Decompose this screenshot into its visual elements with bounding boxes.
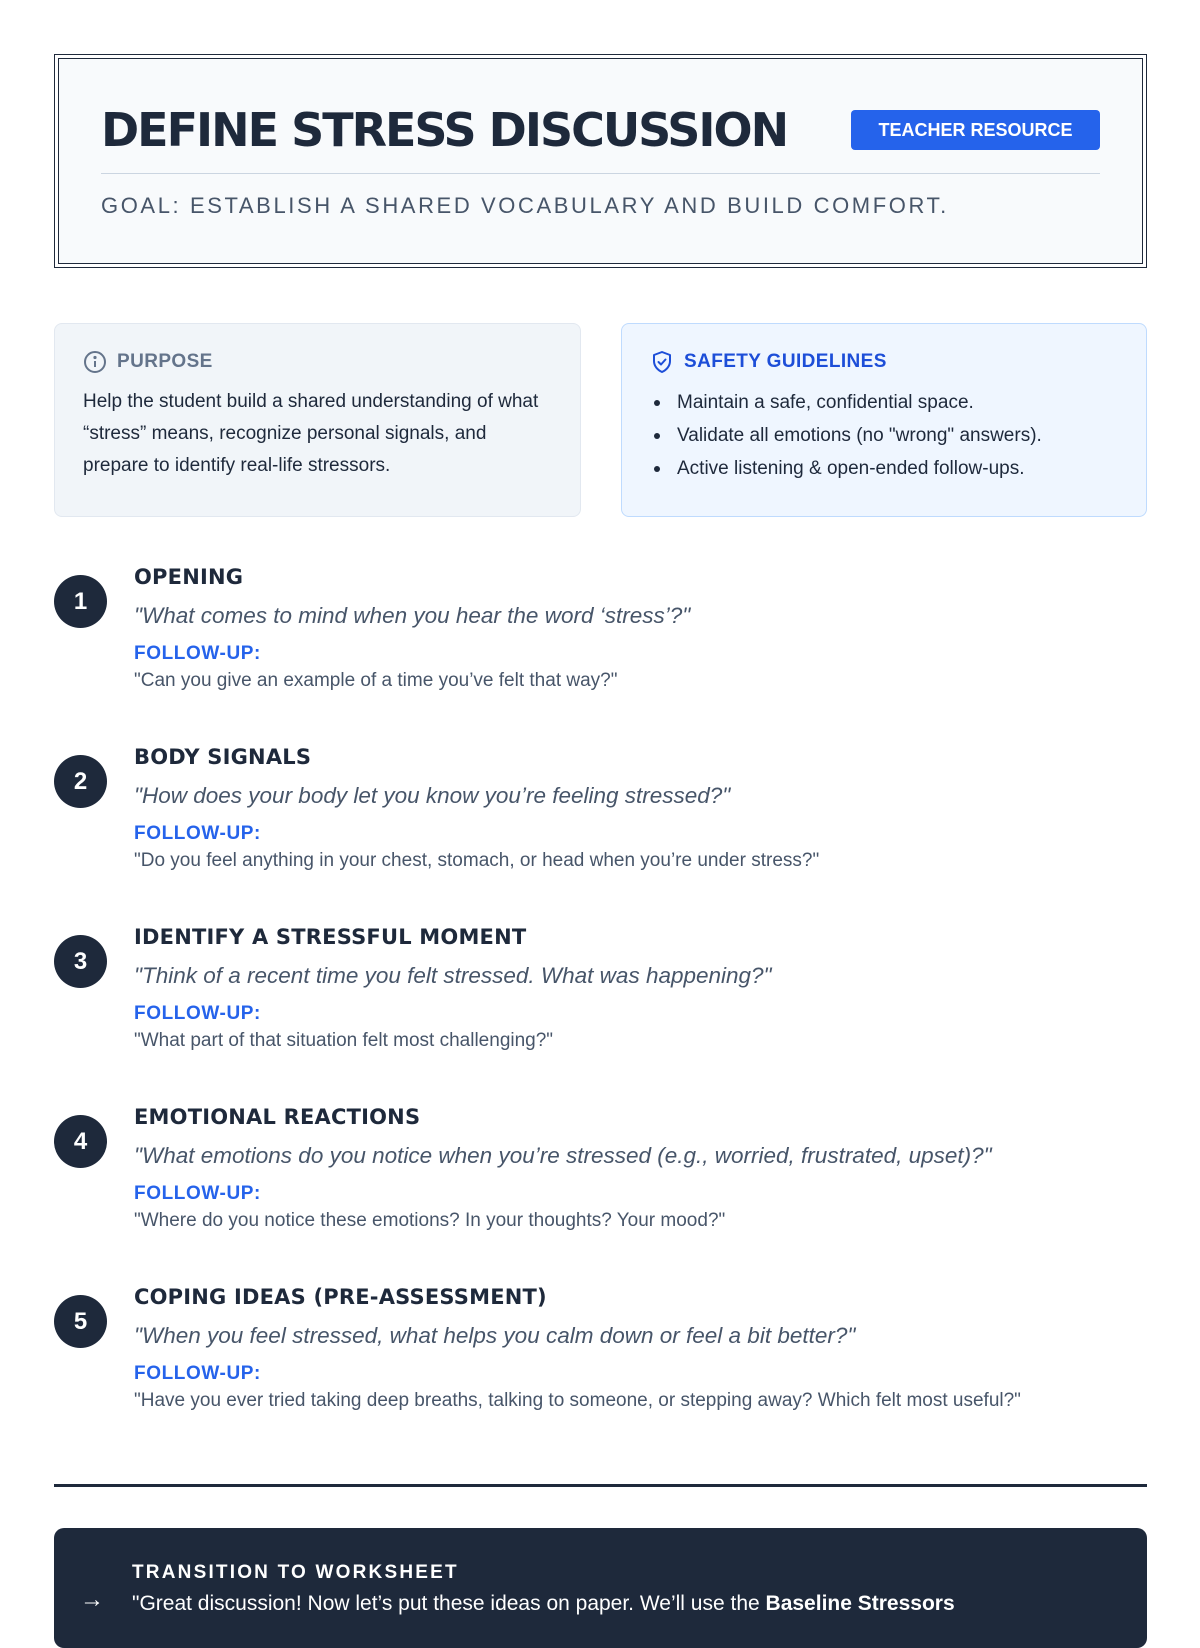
info-circle-icon [83, 350, 107, 374]
step-question: "Think of a recent time you felt stressed. What was happening?" [134, 963, 772, 988]
step-title: BODY SIGNALS [134, 745, 312, 769]
step-title: COPING IDEAS (PRE-ASSESSMENT) [134, 1285, 547, 1309]
followup-text: "Can you give an example of a time you’ve felt that way?" [134, 670, 618, 691]
step-body [134, 740, 1147, 874]
arrow-right-icon: → [80, 1586, 104, 1613]
safety-card-header [650, 350, 1118, 374]
teacher-resource-badge: TEACHER RESOURCE [851, 110, 1100, 150]
shield-check-icon [650, 350, 674, 374]
followup-label: FOLLOW-UP: [134, 1363, 261, 1384]
purpose-card [54, 323, 581, 517]
safety-item: Validate all emotions (no "wrong" answers). [650, 419, 1118, 452]
step-number: 3 [54, 935, 107, 988]
header-box [54, 54, 1147, 268]
step-body [134, 1280, 1147, 1414]
transition-text-before: "Great discussion! Now let’s put these ideas on paper. We’ll use the [132, 1592, 766, 1615]
transition-text-bold: Baseline Stressors [765, 1592, 955, 1615]
section-divider [54, 1484, 1147, 1487]
followup-text: "What part of that situation felt most challenging?" [134, 1030, 554, 1051]
step-number: 1 [54, 575, 107, 628]
safety-card [621, 323, 1147, 517]
step-body [134, 920, 1147, 1054]
transition-box [54, 1528, 1147, 1648]
step-body [134, 560, 1147, 694]
step-question: "When you feel stressed, what helps you calm down or feel a bit better?" [134, 1323, 856, 1348]
purpose-title: PURPOSE [117, 351, 213, 372]
step-question: "How does your body let you know you’re feeling stressed?" [134, 783, 731, 808]
goal-text: GOAL: ESTABLISH A SHARED VOCABULARY AND BUILD COMFORT. [101, 193, 949, 218]
purpose-card-header [83, 350, 552, 374]
followup-label: FOLLOW-UP: [134, 643, 261, 664]
safety-item: Maintain a safe, confidential space. [650, 386, 1118, 419]
followup-label: FOLLOW-UP: [134, 1003, 261, 1024]
safety-title: SAFETY GUIDELINES [684, 351, 887, 372]
followup-text: "Have you ever tried taking deep breaths, talking to someone, or stepping away? Which felt most useful?" [134, 1390, 1021, 1411]
header-inner [58, 58, 1143, 264]
followup-label: FOLLOW-UP: [134, 823, 261, 844]
step-number: 5 [54, 1295, 107, 1348]
step-question: "What emotions do you notice when you’re stressed (e.g., worried, frustrated, upset)?" [134, 1143, 992, 1168]
transition-text [132, 1590, 1117, 1618]
header-divider [101, 173, 1100, 174]
step-number: 4 [54, 1115, 107, 1168]
safety-item: Active listening & open-ended follow-ups. [650, 452, 1118, 485]
followup-text: "Do you feel anything in your chest, stomach, or head when you’re under stress?" [134, 850, 820, 871]
step-question: "What comes to mind when you hear the word ‘stress’?" [134, 603, 691, 628]
step-title: OPENING [134, 565, 244, 589]
followup-label: FOLLOW-UP: [134, 1183, 261, 1204]
transition-title: TRANSITION TO WORKSHEET [132, 1562, 459, 1583]
purpose-text: Help the student build a shared understanding of what “stress” means, recognize personal signals, and prepare to identify real-life stressors. [83, 391, 539, 476]
step-title: EMOTIONAL REACTIONS [134, 1105, 421, 1129]
safety-list [650, 386, 1118, 485]
step-title: IDENTIFY A STRESSFUL MOMENT [134, 925, 527, 949]
step-number: 2 [54, 755, 107, 808]
step-body [134, 1100, 1147, 1234]
page-title: DEFINE STRESS DISCUSSION [101, 103, 788, 157]
followup-text: "Where do you notice these emotions? In your thoughts? Your mood?" [134, 1210, 726, 1231]
